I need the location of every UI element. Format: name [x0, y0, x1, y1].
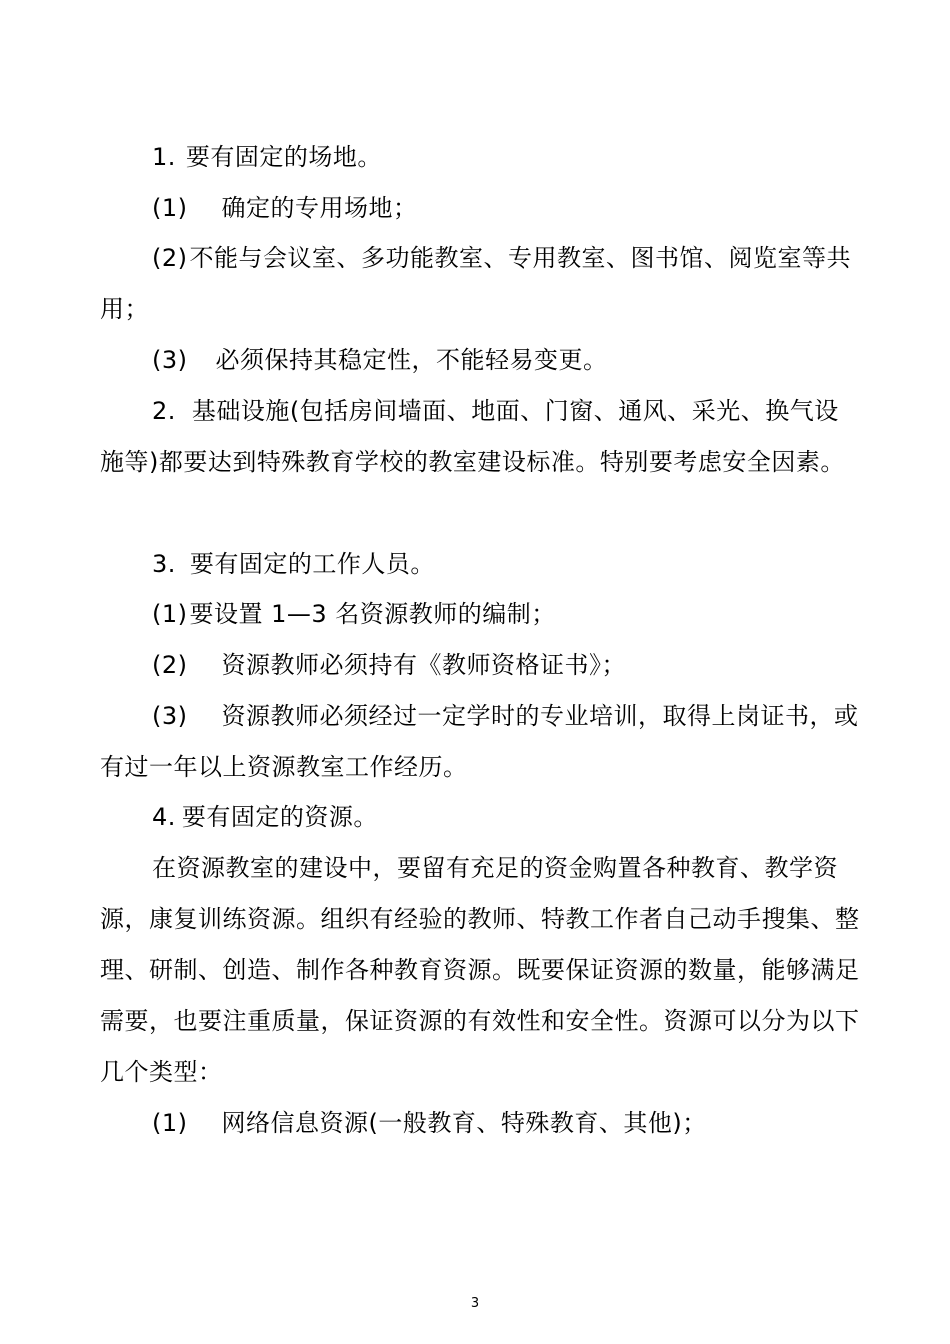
item-number: (2)	[152, 244, 188, 272]
paragraph-1	[100, 132, 860, 183]
paragraph-4	[100, 335, 860, 386]
paragraph-2	[100, 183, 860, 234]
paragraph-5	[100, 386, 860, 488]
paragraph-text: 不能与会议室、多功能教室、专用教室、图书馆、阅览室等共用；	[100, 244, 851, 323]
page-number: 3	[470, 1296, 480, 1311]
paragraph-text: 确定的专用场地；	[221, 194, 418, 222]
paragraph-text: 在资源教室的建设中，要留有充足的资金购置各种教育、教学资源，康复训练资源。组织有经验的教师、特教工作者自己动手搜集、整理、研制、创造、制作各种教育资源。既要保证资源的数量，能够满足需要，也要注重质量，保证资源的有效性和安全性。资源可以分为以下几个类型：	[100, 854, 860, 1086]
paragraph-text: 要有固定的场地。	[185, 143, 382, 171]
item-number: (1)	[152, 1109, 188, 1137]
paragraph-text: 必须保持其稳定性，不能轻易变更。	[215, 346, 608, 374]
item-number: 1.	[152, 143, 176, 171]
item-number: 4.	[152, 803, 176, 831]
item-number: (3)	[152, 346, 188, 374]
paragraph-text: 要有固定的资源。	[181, 803, 378, 831]
item-number: (2)	[152, 651, 188, 679]
paragraph-9	[100, 691, 860, 793]
item-number: 3.	[152, 550, 176, 578]
paragraph-text: 要设置 1—3 名资源教师的编制；	[189, 600, 556, 628]
paragraph-text: 资源教师必须持有《教师资格证书》；	[221, 651, 626, 679]
paragraph-8	[100, 640, 860, 691]
paragraph-6	[100, 539, 860, 590]
paragraph-11	[100, 843, 860, 1098]
item-number: (1)	[152, 600, 188, 628]
item-number: (1)	[152, 194, 188, 222]
paragraph-text: 网络信息资源(一般教育、特殊教育、其他)；	[221, 1109, 707, 1137]
paragraph-7	[100, 589, 860, 640]
paragraph-text: 要有固定的工作人员。	[189, 550, 435, 578]
paragraph-12	[100, 1098, 860, 1149]
item-number: 2.	[152, 397, 176, 425]
item-number: (3)	[152, 702, 188, 730]
paragraph-3	[100, 233, 860, 335]
paragraph-text: 资源教师必须经过一定学时的专业培训，取得上岗证书，或有过一年以上资源教室工作经历。	[100, 702, 859, 781]
paragraph-10	[100, 792, 860, 843]
paragraph-text: 基础设施(包括房间墙面、地面、门窗、通风、采光、换气设施等)都要达到特殊教育学校的教室建设标准。特别要考虑安全因素。	[100, 397, 845, 476]
